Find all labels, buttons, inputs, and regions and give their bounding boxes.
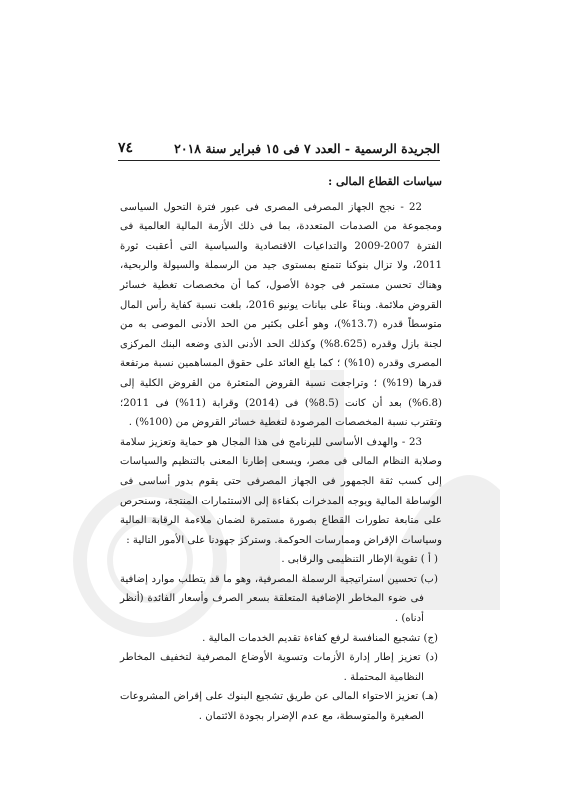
list-item-d: (د) تعزيز إطار إدارة الأزمات وتسوية الأوضاع المصرفية لتخفيف المخاطر النظامية المحتملة .: [120, 652, 438, 683]
section-title: سياسات القطاع المالى :: [328, 175, 442, 188]
paragraph-22: 22 - نجح الجهاز المصرفى المصرى فى عبور فترة التحول السياسى ومجموعة من الصدمات المتعددة، بما فى ذلك الأزمة المالية العالمية فى الفترة 2007-2009 والتداعيات الاقتصادية والسياسية التى أعقبت ثورة 2011، ولا تزال بنوكنا تتمتع بمستوى جيد من الرسملة والسيولة والربحية، وهناك تحسن مستمر فى جودة الأصول، كما أن مخصصات تغطية خسائر القروض ملائمة. وبناءً على بيانات يونيو 2016، بلغت نسبة كفاية رأس المال متوسطاً قدره (13.7%)، وهو أعلى بكثير من الحد الأدنى الموصى به من لجنة بازل وقدره (8.625%) وكذلك الحد الأدنى الذى وضعه البنك المركزى المصرى وقدره (10%) ؛ كما بلغ العائد على حقوق المساهمين نسبة مرتفعة قدرها (19%) ؛ وتراجعت نسبة القروض المتعثرة من القروض الكلية إلى (6.8%) بعد أن كانت (8.5%) فى (2014) وقرابة (11%) فى 2011؛ وتقترب نسبة المخصصات المرصودة لتغطية خسائر القروض من (100%) .: [120, 201, 443, 429]
page-number: ٧٤: [118, 140, 134, 156]
body-text: [120, 172, 442, 727]
list-item-a: ( أ ) تقوية الإطار التنظيمى والرقابى .: [281, 554, 438, 566]
page-header: [118, 134, 440, 161]
list-item-e: (هـ) تعزيز الاحتواء المالى عن طريق تشجيع البنوك على إقراض المشروعات الصغيرة والمتوسطة، مع عدم الإضرار بجودة الائتمان .: [120, 691, 438, 723]
paragraph-23: 23 - والهدف الأساسى للبرنامج فى هذا المجال هو حماية وتعزيز سلامة وصلابة النظام المالى فى مصر، ويسعى إطارنا المعنى بالتنظيم والسياسات إلى كسب ثقة الجمهور فى الجهاز المصرفى حتى يقوم بدور أساسى فى الوساطة المالية ويوجه المدخرات بكفاءة إلى الاستثمارات المنتجة، وسنحرص على متابعة تطورات القطاع بصورة مستمرة لضمان ملاءمة الرقابة المالية وسياسات الإقراض وممارسات الحوكمة. وستركز جهودنا على الأمور التالية :: [120, 436, 442, 546]
list-item-c: (ج) تشجيع المنافسة لرفع كفاءة تقديم الخدمات المالية .: [202, 632, 438, 644]
list-item-b: (ب) تحسين استراتيجية الرسملة المصرفية، وهو ما قد يتطلب موارد إضافية فى ضوء المخاطر الإضافية المتعلقة بسعر الصرف وأسعار الفائدة (أنظر أدناه) .: [120, 573, 438, 625]
header-title: الجريدة الرسمية - العدد ٧ فى ١٥ فبراير سنة ٢٠١٨: [174, 141, 440, 156]
